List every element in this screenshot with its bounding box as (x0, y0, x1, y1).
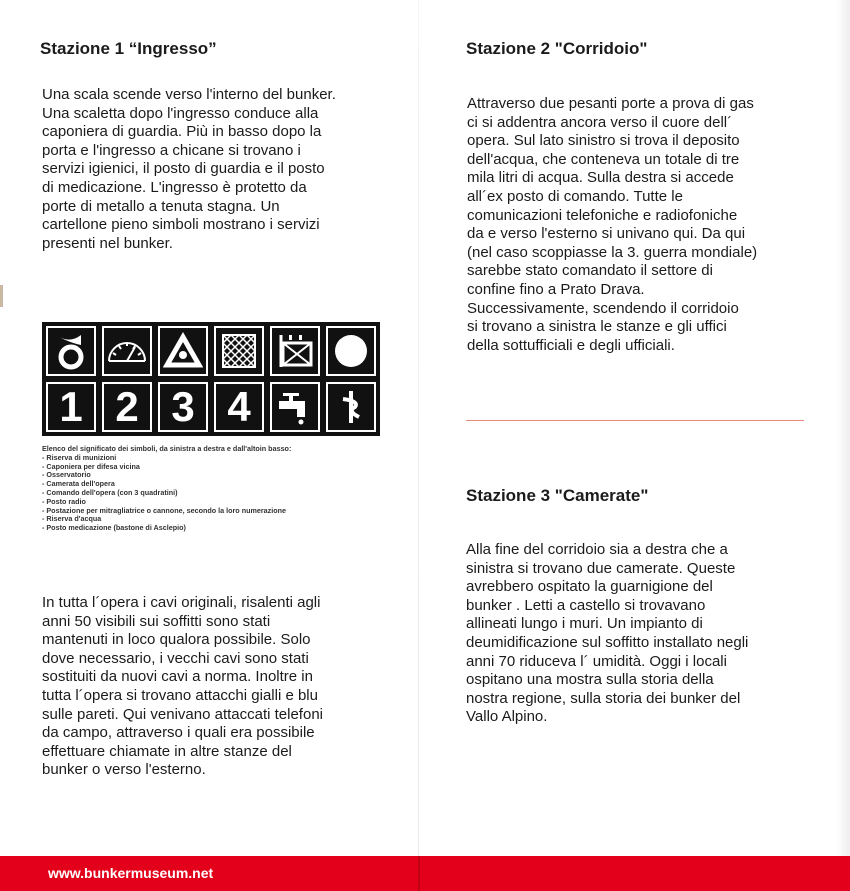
text-line: In tutta l´opera i cavi originali, risalenti agli (42, 594, 321, 611)
text-line: caponiera di guardia. Più in basso dopo la (42, 123, 322, 141)
legend-line: Elenco del significato dei simboli, da sinistra a destra e dall'altoin basso: (42, 444, 292, 453)
crosshatch-icon (212, 324, 266, 378)
text-line: della sottufficiali e degli ufficiali. (467, 336, 675, 354)
station2-title: Stazione 2 "Corridoio" (466, 39, 648, 58)
legend-line: - Riserva d'acqua (42, 514, 102, 524)
text-line: si trovano a sinistra le stanze e gli uffici (467, 318, 727, 336)
text-line: (nel caso scoppiasse la 3. guerra mondiale) (467, 243, 758, 261)
text-line: avrebbero ospitato la guarnigione del (466, 578, 713, 596)
website-link[interactable]: www.bunkermuseum.net (48, 865, 214, 881)
text-line: comunicazioni telefoniche e radiofoniche (467, 206, 738, 224)
text-line: Vallo Alpino. (466, 708, 548, 726)
staff-icon (324, 380, 378, 434)
text-line: allineati lungo i muri. Un impianto di (466, 615, 703, 633)
station1-text (42, 86, 336, 253)
flag-icon (268, 324, 322, 378)
text-line: Attraverso due pesanti porte a prova di gas (467, 95, 754, 112)
text-line: cartellone pieno simboli mostrano i servizi (42, 216, 320, 234)
symbol-grid (42, 322, 380, 436)
text-line: nostra regione, sulla storia dei bunker del (466, 689, 741, 707)
text-line: ospitano una mostra sulla storia della (466, 671, 714, 689)
legend-line: - Osservatorio (42, 470, 91, 480)
text-line: da e verso l'esterno si univano qui. Da qui (467, 225, 746, 243)
station2-text (467, 95, 757, 355)
text-line: di medicazione. L'ingresso è protetto da (42, 178, 307, 196)
section-divider (466, 420, 804, 421)
number-3 (156, 380, 210, 434)
text-line: Una scala scende verso l'interno del bunker. (42, 86, 336, 103)
text-line: dell'acqua, che conteneva un totale di tre (467, 150, 740, 168)
text-line: Successivamente, scendendo il corridoio (467, 299, 739, 317)
station3-title: Stazione 3 "Camerate" (466, 486, 649, 505)
gauge-icon (100, 324, 154, 378)
page-edge-mark (0, 285, 3, 307)
text-line: sinistra si trovano due camerate. Queste (466, 559, 736, 577)
legend-line: - Posto radio (42, 496, 86, 506)
text-line: anni 70 riduceva l´ umidità. Oggi i locali (466, 652, 727, 670)
text-line: ci si addentra ancora verso il cuore dell´ (467, 113, 733, 131)
text-line: sarebbe stato comandato il settore di (467, 262, 713, 280)
text-line: sostituiti da nuovi cavi a norma. Inoltre in (42, 668, 313, 686)
number-1 (44, 380, 98, 434)
legend-line: - Postazione per mitragliatrice o cannone, secondo la loro numerazione (42, 505, 287, 515)
cables-text (42, 594, 323, 780)
text-line: confine fino a Prato Drava. (467, 280, 645, 298)
circle-icon (324, 324, 378, 378)
legend-line: - Caponiera per difesa vicina (42, 461, 140, 471)
text-line: opera. Sul lato sinistro si trova il deposito (467, 132, 740, 150)
number-2 (100, 380, 154, 434)
horn-icon (44, 324, 98, 378)
text-line: Alla fine del corridoio sia a destra che a (466, 541, 728, 558)
footer-bar (0, 856, 850, 891)
legend-text (42, 445, 380, 533)
number-2-label: 2 (115, 383, 139, 430)
station3-text (466, 541, 748, 727)
legend-line: - Camerata dell'opera (42, 479, 115, 489)
text-line: mantenuti in loco qualora possibile. Solo (42, 631, 311, 649)
number-1-label: 1 (59, 383, 83, 430)
text-line: presenti nel bunker. (42, 234, 173, 252)
footer-fold (418, 856, 420, 891)
page-edge-shadow (836, 0, 850, 856)
number-4 (212, 380, 266, 434)
text-line: porte di metallo a tenuta stagna. Un (42, 197, 280, 215)
text-line: bunker o verso l'esterno. (42, 761, 206, 779)
text-line: dove necessario, i vecchi cavi sono stati (42, 649, 309, 667)
legend-line: - Comando dell'opera (con 3 quadratini) (42, 487, 178, 497)
text-line: mila litri di acqua. Sulla destra si accede (467, 169, 734, 187)
text-line: sulle pareti. Qui venivano attaccati telefoni (42, 705, 323, 723)
text-line: bunker . Letti a castello si trovavano (466, 596, 706, 614)
text-line: servizi igienici, il posto di guardia e il posto (42, 160, 325, 178)
text-line: effettuare chiamate in altre stanze del (42, 742, 292, 760)
text-line: Una scaletta dopo l'ingresso conduce alla (42, 104, 319, 122)
text-line: anni 50 visibili sui soffitti sono stati (42, 612, 271, 630)
number-3-label: 3 (171, 383, 195, 430)
text-line: da campo, attraverso i quali era possibile (42, 724, 315, 742)
page-fold (418, 0, 419, 856)
legend-line: - Posto medicazione (bastone di Asclepio) (42, 523, 186, 533)
triangle-icon (156, 324, 210, 378)
symbol-legend (42, 322, 380, 533)
text-line: deumidificazione sul soffitto installato negli (466, 633, 749, 651)
text-line: porta e l'ingresso a chicane si trovano i (42, 141, 301, 159)
station1-title: Stazione 1 “Ingresso” (40, 39, 217, 58)
number-4-label: 4 (227, 383, 251, 430)
tap-icon (268, 380, 322, 434)
text-line: all´ex posto di comando. Tutte le (467, 187, 683, 205)
legend-line: - Riserva di munizioni (42, 452, 117, 462)
text-line: tutta l´opera si trovano attacchi gialli e blu (42, 686, 318, 704)
